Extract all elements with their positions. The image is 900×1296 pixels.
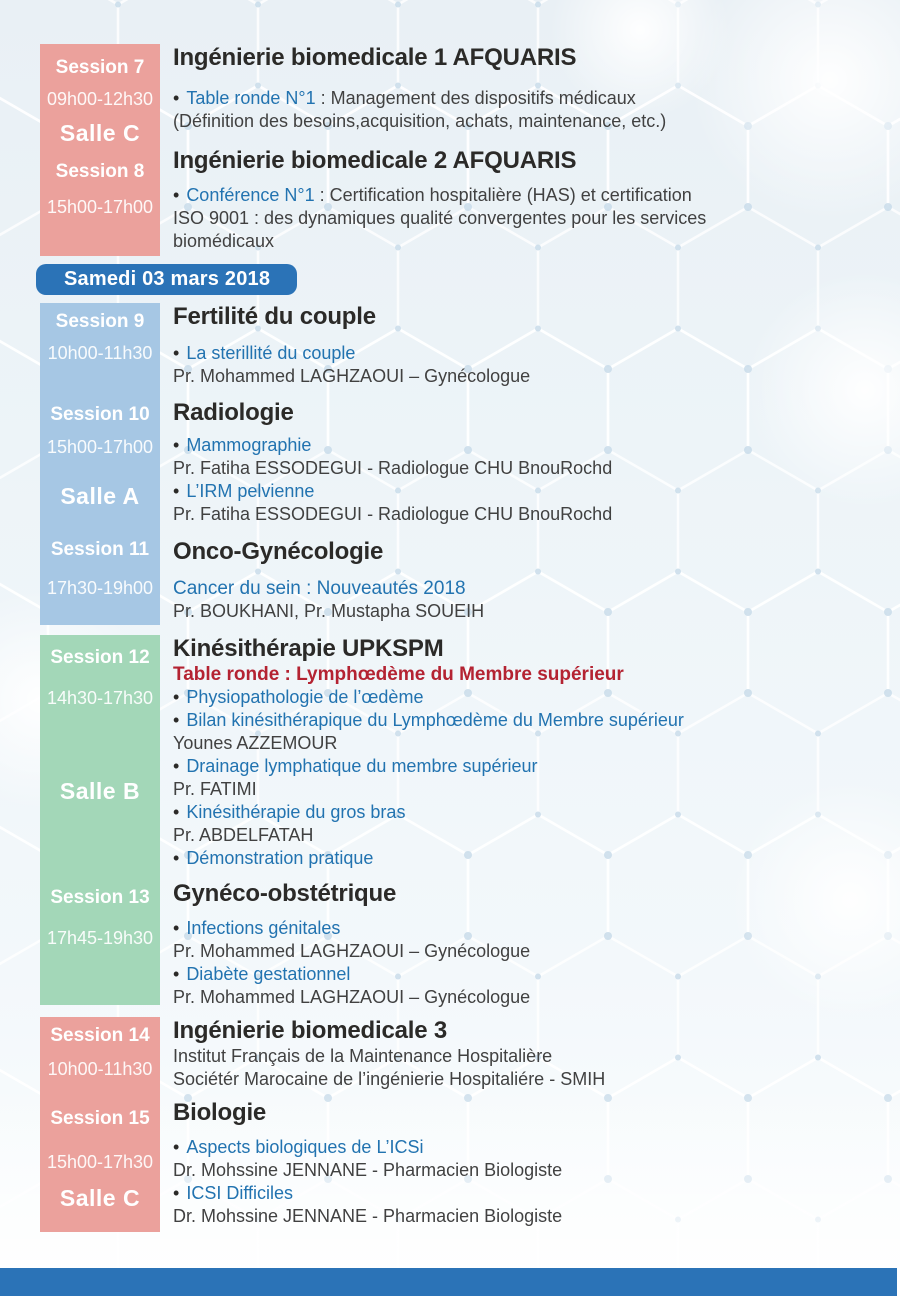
session-label: Session 10 [50,404,150,425]
talk-line [173,709,880,732]
talk-detail-line: ISO 9001 : des dynamiques qualité convergentes pour les services [173,208,707,228]
footer-bar [0,1268,897,1296]
session-label: Session 14 [50,1025,150,1046]
talk-title: Physiopathologie de l’œdème [186,687,424,707]
organization-line: Institut Français de la Maintenance Hospitalière [173,1046,553,1066]
session-time: 09h00-12h30 [46,89,154,109]
talk-detail-line: (Définition des besoins,acquisition, achats, maintenance, etc.) [173,111,667,131]
session-7-8-box [40,44,160,256]
talk-title: Bilan kinésithérapique du Lymphœdème du Membre supérieur [186,710,684,730]
session-time: 15h00-17h30 [46,1152,154,1172]
room-label: Salle B [59,778,141,804]
speaker-line: Pr. ABDELFATAH [173,825,314,845]
section-heading: Biologie [173,1099,267,1126]
bullet-icon: • [173,343,180,363]
talk-detail-line: biomédicaux [173,231,275,251]
speaker-line: Pr. Mohammed LAGHZAOUI – Gynécologue [173,941,531,961]
session-time: 14h30-17h30 [46,688,154,708]
bullet-icon: • [173,710,180,730]
talk-line [173,963,880,986]
bullet-icon: • [173,802,180,822]
room-label: Salle C [59,120,141,146]
talk-title: Mammographie [186,435,312,455]
session-label: Session 12 [50,647,150,668]
session-7-8-row [40,44,880,253]
session-label: Session 15 [50,1108,150,1129]
session-14-15-row [40,1017,880,1228]
talk-title: Kinésithérapie du gros bras [186,802,406,822]
session-14-15-content [173,1017,880,1228]
talk-line [173,917,880,940]
session-9-11-box [40,303,160,625]
session-time: 17h45-19h30 [46,928,154,948]
speaker-line: Dr. Mohssine JENNANE - Pharmacien Biologiste [173,1160,563,1180]
session-9-11-content [173,303,880,623]
session-time: 10h00-11h30 [47,1059,153,1079]
room-label: Salle C [59,1185,141,1211]
session-time: 17h30-19h00 [46,578,154,598]
speaker-line: Pr. Fatiha ESSODEGUI - Radiologue CHU BnouRochd [173,458,613,478]
talk-line [173,1182,880,1205]
bullet-icon: • [173,964,180,984]
section-heading: Onco-Gynécologie [173,538,384,565]
session-12-13-box [40,635,160,1005]
talk-title: Démonstration pratique [186,848,374,868]
section-heading: Ingénierie biomedicale 2 AFQUARIS [173,147,577,174]
bullet-icon: • [173,88,180,108]
talk-line [173,847,880,870]
bullet-icon: • [173,185,180,205]
session-7-8-content [173,44,880,253]
section-heading: Ingénierie biomedicale 1 AFQUARIS [173,44,577,71]
talk-title: Aspects biologiques de L’ICSi [186,1137,424,1157]
talk-line [173,686,880,709]
speaker-line: Pr. FATIMI [173,779,257,799]
bullet-icon: • [173,1183,180,1203]
bullet-icon: • [173,481,180,501]
talk-title: ICSI Difficiles [186,1183,294,1203]
section-heading: Radiologie [173,399,294,426]
date-banner: Samedi 03 mars 2018 [36,264,297,295]
roundtable-title: Table ronde : Lymphœdème du Membre supérieur [173,664,624,685]
session-12-13-row [40,635,880,1009]
session-time: 10h00-11h30 [47,343,153,363]
session-label: Session 8 [55,161,145,182]
bullet-icon: • [173,756,180,776]
bullet-icon: • [173,435,180,455]
talk-title: Infections génitales [186,918,341,938]
speaker-line: Younes AZZEMOUR [173,733,338,753]
session-9-11-row [40,303,880,623]
talk-detail: : Certification hospitalière (HAS) et certification [314,185,692,205]
speaker-line: Pr. Mohammed LAGHZAOUI – Gynécologue [173,987,531,1007]
session-label: Session 9 [55,311,145,332]
room-label: Salle A [60,483,140,509]
talk-title: Drainage lymphatique du membre supérieur [186,756,538,776]
talk-line [173,1136,880,1159]
talk-line [173,480,880,503]
talk-title: Table ronde N°1 [186,88,316,108]
talk-title: L’IRM pelvienne [186,481,315,501]
talk-line [173,755,880,778]
talk-title: Cancer du sein : Nouveautés 2018 [173,578,466,599]
bullet-icon: • [173,848,180,868]
session-time: 15h00-17h00 [46,437,154,457]
talk-line [173,184,880,207]
session-12-13-content [173,635,880,1009]
session-14-15-box [40,1017,160,1232]
talk-line [173,87,880,110]
session-label: Session 7 [55,57,145,78]
bullet-icon: • [173,918,180,938]
section-heading: Kinésithérapie UPKSPM [173,635,444,662]
organization-line: Sociétér Marocaine de l’ingénierie Hospitaliére - SMIH [173,1069,606,1089]
session-label: Session 11 [50,539,150,560]
session-time: 15h00-17h00 [46,197,154,217]
section-heading: Ingénierie biomedicale 3 [173,1017,447,1044]
bullet-icon: • [173,1137,180,1157]
talk-line [173,342,880,365]
speaker-line: Pr. Mohammed LAGHZAOUI – Gynécologue [173,366,531,386]
speaker-line: Pr. Fatiha ESSODEGUI - Radiologue CHU BnouRochd [173,504,613,524]
talk-line [173,801,880,824]
section-heading: Gynéco-obstétrique [173,880,397,907]
session-label: Session 13 [50,887,150,908]
talk-line [173,434,880,457]
talk-detail: : Management des dispositifs médicaux [315,88,636,108]
talk-line [173,577,880,600]
talk-title: Conférence N°1 [186,185,315,205]
talk-title: Diabète gestationnel [186,964,351,984]
speaker-line: Pr. BOUKHANI, Pr. Mustapha SOUEIH [173,601,485,621]
talk-title: La sterillité du couple [186,343,356,363]
section-heading: Fertilité du couple [173,303,376,330]
speaker-line: Dr. Mohssine JENNANE - Pharmacien Biologiste [173,1206,563,1226]
bullet-icon: • [173,687,180,707]
